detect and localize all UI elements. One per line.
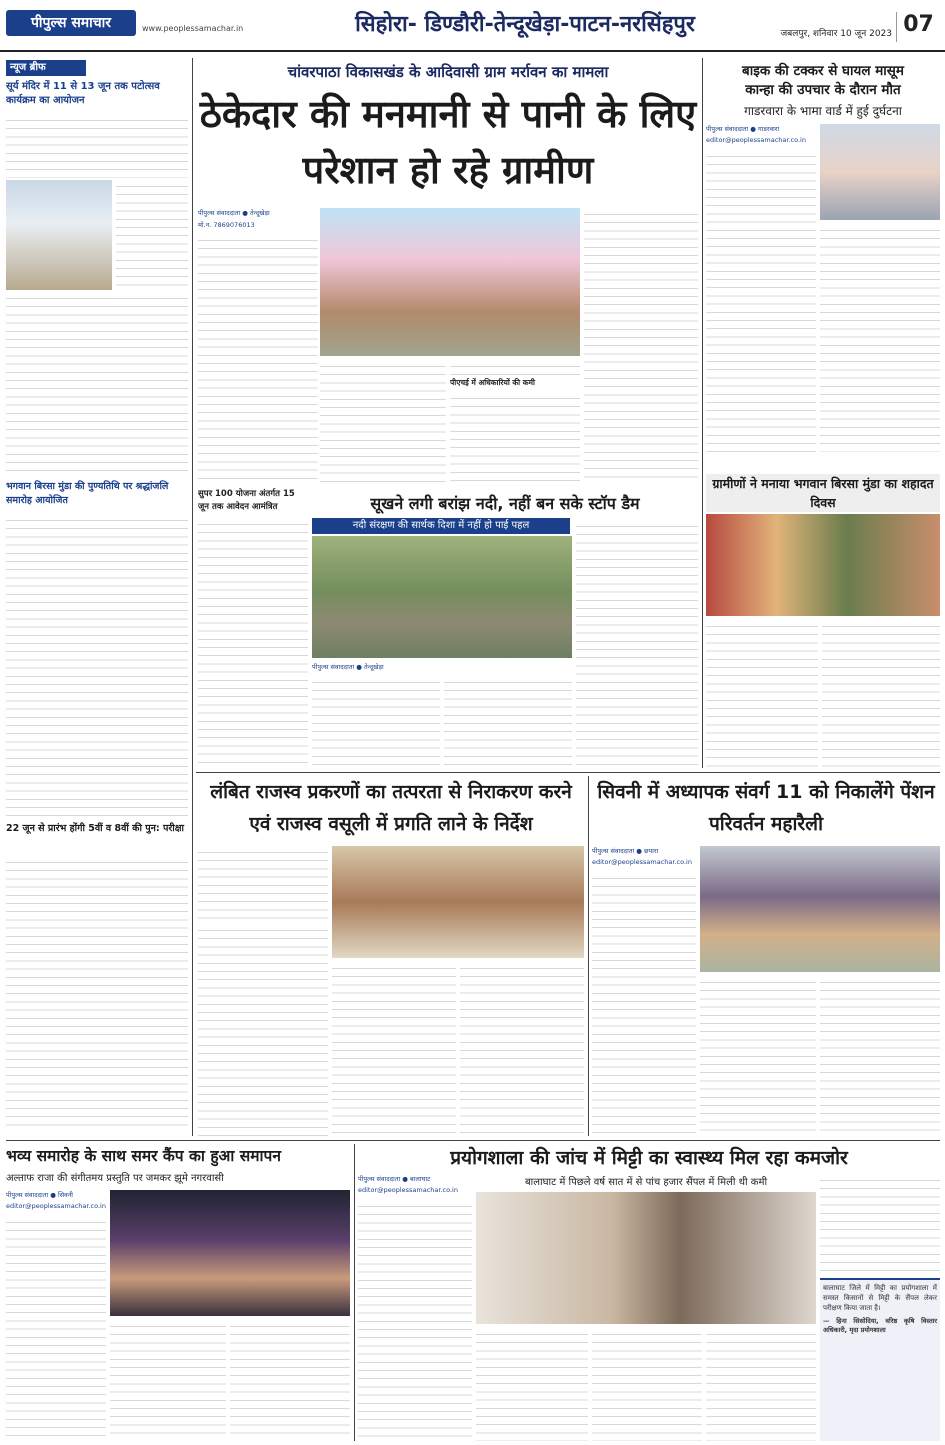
teacher-byline: पीपुल्स संवाददाता ● छपारा: [592, 847, 659, 855]
lab-quote: बालाघाट जिले में मिट्टी का प्रयोगशाला में समस्त किसानों से मिट्टी के सैंपल लेकर परीक्षण किया जाता है।: [823, 1284, 937, 1312]
camp-text-1: [6, 1216, 106, 1441]
birsa-text-2: [822, 620, 940, 768]
super100-text: [198, 518, 308, 768]
birsa-headline: ग्रामीणों ने मनाया भगवान बिरसा मुंडा का शहादत दिवस: [706, 474, 940, 512]
brief-text-3: [6, 856, 188, 1132]
birsa-photo: [706, 514, 940, 616]
main-byline: पीपुल्स संवाददाता ● तेन्दूखेड़ा: [198, 209, 270, 217]
column-divider-lab: [354, 1144, 355, 1441]
river-text-3: [576, 520, 698, 768]
teacher-text-2: [700, 976, 816, 1136]
teacher-text-1: [592, 872, 696, 1136]
lab-quote-box: [820, 1278, 940, 1441]
region-title: सिहोरा- डिण्डौरी-तेन्दूखेड़ा-पाटन-नरसिंहपुर: [355, 12, 695, 37]
lab-byline: पीपुल्स संवाददाता ● बालाघाट: [358, 1175, 431, 1183]
brief-headline-2: भगवान बिरसा मुंडा की पुण्यतिथि पर श्रद्धांजलि समारोह आयोजित: [6, 481, 169, 506]
main-text-5: [584, 208, 698, 482]
issue-date: जबलपुर, शनिवार 10 जून 2023: [780, 29, 892, 39]
lab-email: editor@peoplessamachar.co.in: [358, 1186, 458, 1194]
brief-text-1b: [116, 180, 188, 290]
masthead: [0, 0, 945, 52]
main-text-2: [320, 360, 446, 482]
revenue-text-1: [198, 846, 328, 920]
river-byline: पीपुल्स संवाददाता ● तेन्दूखेड़ा: [312, 663, 384, 671]
main-mobile: मो.न. 7869076013: [198, 221, 255, 229]
lab-text-4: [706, 1328, 816, 1441]
page-number: 07: [896, 12, 940, 42]
column-divider-teacher: [588, 776, 589, 1136]
camp-subhead: अल्ताफ राजा की संगीतमय प्रस्तुति पर जमकर झूमे नगरवासी: [6, 1173, 224, 1184]
river-text-2: [444, 676, 572, 768]
brief-headline-1: सूर्य मंदिर में 11 से 13 जून तक पटोत्सव कार्यक्रम का आयोजन: [6, 81, 160, 106]
river-headline: सूखने लगी बरांझ नदी, नहीं बन सके स्टॉप डैम: [370, 494, 640, 513]
bike-byline: पीपुल्स संवाददाता ● गाडरवारा: [706, 125, 780, 133]
main-photo: [320, 208, 580, 356]
lab-photo: [476, 1192, 816, 1324]
brief-label: न्यूज ब्रीफ: [6, 60, 86, 76]
bike-text-2: [820, 224, 940, 452]
river-photo: [312, 536, 572, 658]
temple-photo: [6, 180, 112, 290]
camp-photo: [110, 1190, 350, 1316]
bike-headline-1: बाइक की टक्कर से घायल मासूम: [742, 63, 904, 79]
lab-text-3: [592, 1328, 702, 1441]
river-text-1: [312, 676, 440, 768]
bike-headline: [706, 62, 940, 100]
brief-headline-3: 22 जून से प्रारंभ होंगी 5वीं व 8वीं की पुन: परीक्षा: [6, 823, 185, 834]
site-url: www.peoplessamachar.in: [142, 24, 244, 33]
lab-text-1: [358, 1200, 472, 1441]
camp-text-2: [110, 1320, 226, 1441]
brief-text-1a: [6, 114, 188, 178]
revenue-text-3: [332, 962, 456, 1136]
teacher-text-3: [820, 976, 940, 1136]
teacher-photo: [700, 846, 940, 972]
camp-text-3: [230, 1320, 350, 1441]
child-photo: [820, 124, 940, 220]
lab-subhead: बालाघाट में पिछले वर्ष सात में से पांच हजार सैंपल में मिली थी कमी: [524, 1177, 768, 1188]
birsa-text-1: [706, 620, 818, 768]
revenue-text-2: [198, 924, 328, 1136]
column-divider-right: [702, 58, 703, 768]
camp-email: editor@peoplessamachar.co.in: [6, 1202, 106, 1210]
bike-headline-2: कान्हा की उपचार के दौरान मौत: [745, 82, 901, 98]
super100-headline: सुपर 100 योजना अंतर्गत 15 जून तक आवेदन आमंत्रित: [198, 489, 295, 512]
meeting-photo: [332, 846, 584, 958]
bike-email: editor@peoplessamachar.co.in: [706, 136, 806, 144]
lab-text-2: [476, 1328, 588, 1441]
camp-headline: भव्य समारोह के साथ समर कैंप का हुआ समापन: [6, 1147, 281, 1165]
bike-subhead: गाडरवारा के भामा वार्ड में हुई दुर्घटना: [744, 104, 902, 118]
camp-byline: पीपुल्स संवाददाता ● सिवनी: [6, 1191, 73, 1199]
brief-text-2: [6, 514, 188, 818]
row-divider-bottom: [6, 1140, 940, 1141]
revenue-headline: लंबित राजस्व प्रकरणों का तत्परता से निराकरण करने एवं राजस्व वसूली में प्रगति लाने के निर्देश: [210, 781, 572, 835]
main-text-3: [450, 360, 580, 376]
column-divider: [192, 58, 193, 1136]
brief-text-1c: [6, 292, 188, 476]
bike-text-1: [706, 150, 816, 452]
teacher-headline: सिवनी में अध्यापक संवर्ग 11 को निकालेंगे पेंशन परिवर्तन महारैली: [597, 781, 935, 835]
teacher-email: editor@peoplessamachar.co.in: [592, 858, 692, 866]
main-kicker: चांवरपाठा विकासखंड के आदिवासी ग्राम मर्रावन का मामला: [287, 63, 609, 81]
lab-headline: प्रयोगशाला की जांच में मिट्टी का स्वास्थ्य मिल रहा कमजोर: [450, 1147, 848, 1169]
main-text-4: [450, 392, 580, 482]
lab-quote-author: — हिना सिसोदिया, वरिष्ठ कृषि विस्तार अधिकारी, मृदा प्रयोगशाला: [823, 1317, 937, 1334]
main-headline: ठेकेदार की मनमानी से पानी के लिए परेशान हो रहे ग्रामीण: [199, 92, 697, 192]
row-divider: [196, 772, 940, 773]
lab-text-5: [820, 1174, 940, 1274]
main-subhead-phe: पीएचई में अधिकारियों की कमी: [450, 378, 535, 387]
revenue-text-4: [460, 962, 584, 1136]
main-text-1: [198, 234, 318, 482]
river-subhead: नदी संरक्षण की सार्थक दिशा में नहीं हो पाई पहल: [312, 518, 570, 534]
brand-logo: पीपुल्स समाचार: [6, 10, 136, 36]
